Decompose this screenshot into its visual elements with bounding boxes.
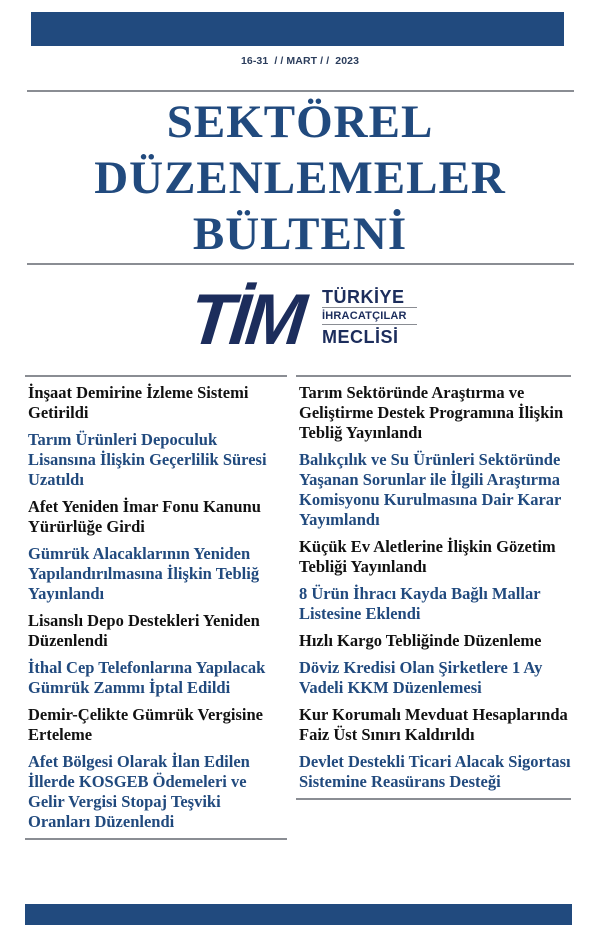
tim-logo-mark: TİM <box>185 280 307 360</box>
logo-line-meclisi: MECLİSİ <box>322 327 399 347</box>
headline-item[interactable]: Hızlı Kargo Tebliğinde Düzenleme <box>299 631 542 650</box>
headline-item[interactable]: İthal Cep Telefonlarına Yapılacak Gümrük Zammı İptal Edildi <box>28 658 266 697</box>
column-top-rule <box>296 375 571 377</box>
headline-item[interactable]: Balıkçılık ve Su Ürünleri Sektöründe Yaşanan Sorunlar ile İlgili Araştırma Komisyonu Kurulmasına Dair Karar Yayımlandı <box>299 450 562 529</box>
title-top-rule <box>27 90 574 92</box>
title-bottom-rule <box>27 263 574 265</box>
dateline-days: 16-31 <box>240 55 269 67</box>
dateline-month: MART <box>286 55 318 67</box>
headline-item[interactable]: Tarım Ürünleri Depoculuk Lisansına İlişkin Geçerlilik Süresi Uzatıldı <box>28 430 267 489</box>
headline-item[interactable]: 8 Ürün İhracı Kayda Bağlı Mallar Listesine Eklendi <box>299 584 541 623</box>
column-bottom-rule <box>25 838 287 840</box>
right-headlines-column <box>296 375 571 800</box>
headline-item[interactable]: Afet Bölgesi Olarak İlan Edilen İllerde KOSGEB Ödemeleri ve Gelir Vergisi Stopaj Teşviki Oranları Düzenlendi <box>28 752 250 831</box>
headline-item[interactable]: Lisanslı Depo Destekleri Yeniden Düzenlendi <box>28 611 260 650</box>
dateline-separator: / / <box>317 55 336 67</box>
tim-logo-wordmark <box>322 287 417 349</box>
headline-item[interactable]: Kur Korumalı Mevduat Hesaplarında Faiz Üst Sınırı Kaldırıldı <box>299 705 568 744</box>
headline-item[interactable]: Devlet Destekli Ticari Alacak Sigortası Sistemine Reasürans Desteği <box>299 752 571 791</box>
headline-item[interactable]: Gümrük Alacaklarının Yeniden Yapılandırılmasına İlişkin Tebliğ Yayınlandı <box>28 544 260 603</box>
logo-line-ihracatcilar: İHRACATÇILAR <box>322 307 417 325</box>
title-line: BÜLTENİ <box>192 208 408 260</box>
dateline-year: 2023 <box>335 55 360 67</box>
headline-item[interactable]: Tarım Sektöründe Araştırma ve Geliştirme Destek Programına İlişkin Tebliğ Yayınlandı <box>299 383 564 442</box>
bulletin-title <box>0 94 600 262</box>
column-bottom-rule <box>296 798 571 800</box>
title-line: DÜZENLEMELER <box>94 152 506 204</box>
headline-item[interactable]: Demir-Çelikte Gümrük Vergisine Erteleme <box>28 705 263 744</box>
headline-item[interactable]: İnşaat Demirine İzleme Sistemi Getirildi <box>28 383 249 422</box>
left-headlines-column <box>25 375 287 840</box>
issue-dateline <box>0 55 600 67</box>
headline-item[interactable]: Afet Yeniden İmar Fonu Kanunu Yürürlüğe Girdi <box>28 497 261 536</box>
tim-logo <box>185 280 430 360</box>
headline-item[interactable]: Döviz Kredisi Olan Şirketlere 1 Ay Vadeli KKM Düzenlemesi <box>299 658 543 697</box>
bottom-banner-bar <box>25 904 572 925</box>
dateline-separator: / / <box>268 55 287 67</box>
logo-line-turkiye: TÜRKİYE <box>322 287 405 307</box>
column-top-rule <box>25 375 287 377</box>
title-line: SEKTÖREL <box>166 96 434 148</box>
top-banner-bar <box>31 12 564 46</box>
headline-item[interactable]: Küçük Ev Aletlerine İlişkin Gözetim Tebliği Yayınlandı <box>299 537 556 576</box>
